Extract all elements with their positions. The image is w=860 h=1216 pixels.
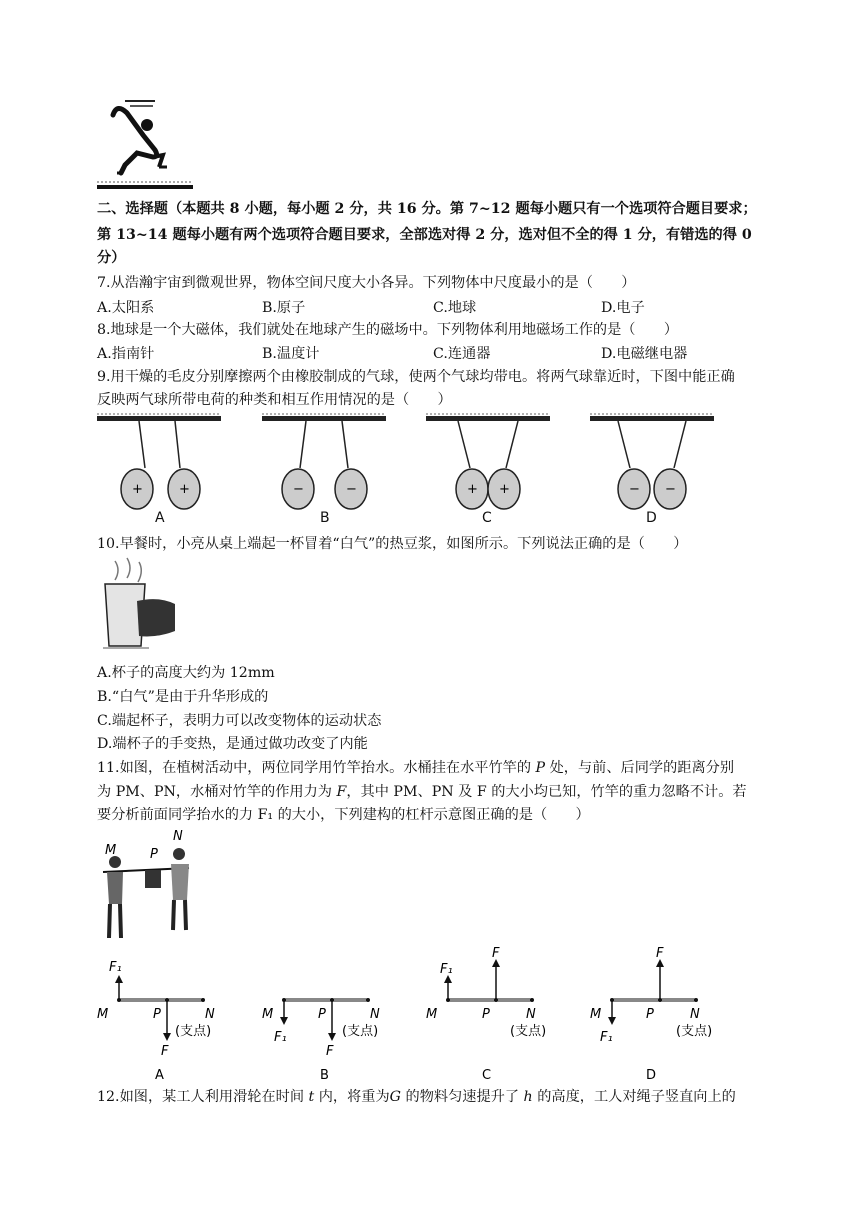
q12-text: 的高度，工人对绳子竖直向上的 bbox=[532, 1089, 736, 1105]
diagram-label-a: A bbox=[155, 1068, 164, 1083]
fulcrum-label: (支点) bbox=[175, 1024, 212, 1039]
q11-var-p: P bbox=[535, 760, 546, 776]
fulcrum-label: (支点) bbox=[510, 1024, 547, 1039]
point-label-m: M bbox=[590, 1007, 602, 1022]
lever-diagram-c bbox=[426, 945, 566, 1083]
lever-diagram-b bbox=[262, 955, 402, 1083]
force-label-f: F bbox=[656, 946, 664, 961]
diagram-label-b: B bbox=[320, 1068, 329, 1083]
q7-stem: 7.从浩瀚宇宙到微观世界，物体空间尺度大小各异。下列物体中尺度最小的是（ ） bbox=[97, 275, 636, 291]
q11-text: ，其中 PM、PN 及 F 的大小均已知，竹竿的重力忽略不计。若 bbox=[346, 784, 747, 800]
point-label-n: N bbox=[526, 1007, 536, 1022]
q12-text: 内，将重为 bbox=[314, 1089, 390, 1105]
jumper-figure bbox=[95, 95, 195, 195]
point-label-n: N bbox=[370, 1007, 380, 1022]
q10-option-b: B.“白气”是由于升华形成的 bbox=[97, 689, 269, 705]
q12-var-g: G bbox=[389, 1089, 402, 1105]
fulcrum-label: (支点) bbox=[676, 1024, 713, 1039]
q7-option-b: B.原子 bbox=[262, 300, 306, 316]
force-label-f: F bbox=[326, 1044, 334, 1059]
q9-label-b: B bbox=[320, 510, 330, 526]
q9-label-c: C bbox=[482, 510, 492, 526]
q9-stem-line1: 9.用干燥的毛皮分别摩擦两个由橡胶制成的气球，使两个气球均带电。将两气球靠近时，下图中能正确 bbox=[97, 369, 735, 385]
charge-label: − bbox=[293, 482, 304, 497]
q12-var-t: t bbox=[308, 1089, 315, 1105]
charge-label: − bbox=[346, 482, 357, 497]
point-label-m: M bbox=[426, 1007, 438, 1022]
force-label-f1: F₁ bbox=[600, 1030, 613, 1045]
point-label-p: P bbox=[646, 1007, 654, 1022]
q9-label-a: A bbox=[155, 510, 165, 526]
q10-stem: 10.早餐时，小亮从桌上端起一杯冒着“白气”的热豆浆，如图所示。下列说法正确的是（ ） bbox=[97, 536, 688, 552]
force-label-f1: F₁ bbox=[109, 960, 122, 975]
fulcrum-label: (支点) bbox=[342, 1024, 379, 1039]
force-label-f1: F₁ bbox=[440, 962, 453, 977]
q7-option-c: C.地球 bbox=[433, 300, 477, 316]
q8-stem: 8.地球是一个大磁体，我们就处在地球产生的磁场中。下列物体利用地磁场工作的是（ ） bbox=[97, 322, 679, 338]
diagram-label-d: D bbox=[646, 1068, 657, 1083]
q11-var-f: F bbox=[336, 784, 347, 800]
q12-text: 12.如图，某工人利用滑轮在时间 bbox=[97, 1089, 309, 1105]
force-label-f1: F₁ bbox=[274, 1030, 287, 1045]
point-label-p: P bbox=[482, 1007, 490, 1022]
charge-label: + bbox=[499, 482, 510, 497]
q10-option-a: A.杯子的高度大约为 12mm bbox=[97, 665, 275, 681]
q9-stem-line2: 反映两气球所带电荷的种类和相互作用情况的是（ ） bbox=[97, 392, 452, 408]
force-label-f: F bbox=[492, 946, 500, 961]
q9-label-d: D bbox=[646, 510, 657, 526]
lever-diagram-d bbox=[590, 945, 730, 1083]
force-label-f: F bbox=[161, 1044, 169, 1059]
section-heading-line2: 第 13~14 题每小题有两个选项符合题目要求，全部选对得 2 分，选对但不全的得 1 分，有错选的得 0 bbox=[97, 227, 752, 243]
charge-label: − bbox=[629, 482, 640, 497]
q8-option-b: B.温度计 bbox=[262, 346, 320, 362]
q12-text: 的物料匀速提升了 bbox=[401, 1089, 524, 1105]
photo-label-m: M bbox=[105, 843, 117, 858]
q8-option-d: D.电磁继电器 bbox=[601, 346, 688, 362]
q7-option-d: D.电子 bbox=[601, 300, 645, 316]
charge-label: + bbox=[132, 482, 143, 497]
q11-text: 为 PM、PN，水桶对竹竿的作用力为 bbox=[97, 784, 337, 800]
charge-label: + bbox=[179, 482, 190, 497]
q8-option-c: C.连通器 bbox=[433, 346, 491, 362]
lever-diagram-a bbox=[97, 955, 237, 1083]
soymilk-cup-figure bbox=[97, 556, 177, 651]
point-label-p: P bbox=[153, 1007, 161, 1022]
q10-option-d: D.端杯子的手变热，是通过做功改变了内能 bbox=[97, 736, 368, 752]
charge-label: + bbox=[467, 482, 478, 497]
q11-stem-line1 bbox=[97, 757, 734, 777]
section-heading-line1: 二、选择题（本题共 8 小题，每小题 2 分，共 16 分。第 7~12 题每小题只有一个选项符合题目要求； bbox=[97, 201, 757, 217]
q12-stem-line1 bbox=[97, 1086, 736, 1106]
section-heading-line3: 分） bbox=[97, 250, 126, 266]
q10-option-c: C.端起杯子，表明力可以改变物体的运动状态 bbox=[97, 713, 382, 729]
q8-option-a: A.指南针 bbox=[97, 346, 155, 362]
q11-stem-line3: 要分析前面同学抬水的力 F₁ 的大小，下列建构的杠杆示意图正确的是（ ） bbox=[97, 807, 590, 823]
point-label-n: N bbox=[205, 1007, 215, 1022]
point-label-p: P bbox=[318, 1007, 326, 1022]
point-label-m: M bbox=[262, 1007, 274, 1022]
q11-text: 11.如图，在植树活动中，两位同学用竹竿抬水。水桶挂在水平竹竿的 bbox=[97, 760, 536, 776]
point-label-m: M bbox=[97, 1007, 109, 1022]
photo-label-p: P bbox=[150, 847, 158, 862]
q11-stem-line2 bbox=[97, 781, 747, 801]
point-label-n: N bbox=[690, 1007, 700, 1022]
q7-option-a: A.太阳系 bbox=[97, 300, 155, 316]
photo-label-n: N bbox=[173, 829, 183, 844]
q12-var-h: h bbox=[523, 1089, 533, 1105]
diagram-label-c: C bbox=[482, 1068, 492, 1083]
q11-text: 处，与前、后同学的距离分别 bbox=[545, 760, 735, 776]
students-carrying-bucket-figure bbox=[97, 824, 207, 944]
charge-label: − bbox=[665, 482, 676, 497]
